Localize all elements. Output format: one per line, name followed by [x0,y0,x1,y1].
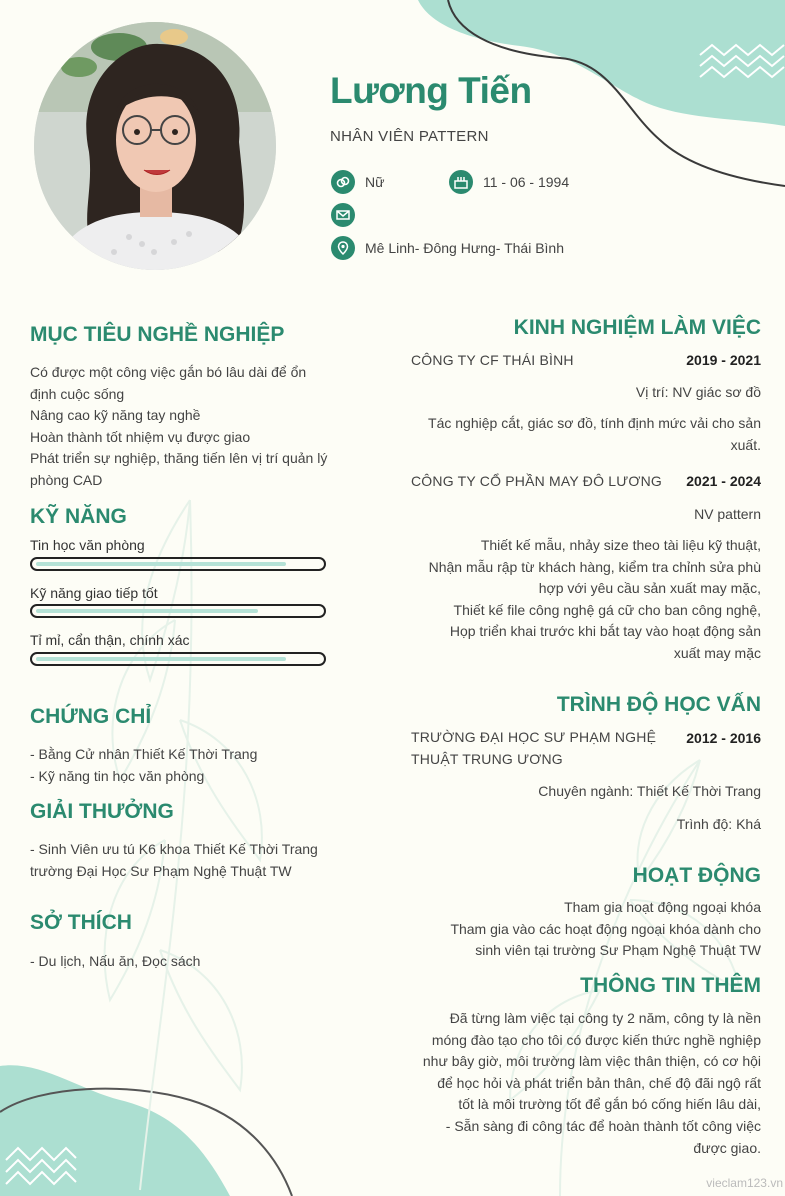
award-line: trường Đại Học Sư Phạm Nghệ Thuật TW [30,862,292,879]
skills-heading: KỸ NĂNG [30,505,127,528]
extra-line: móng đào tạo cho tôi có được kiến thức nghề nghiệp [431,1031,761,1048]
profile-photo [34,22,276,270]
site-watermark: vieclam123.vn [706,1176,783,1190]
skill-label: Tỉ mỉ, cẩn thận, chính xác [30,632,190,648]
activity-line: Tham gia hoạt động ngoại khóa [564,899,761,915]
skill-bar-fill [36,657,286,661]
objective-line: Nâng cao kỹ năng tay nghề [30,407,201,424]
job-line: xuất may mặc [673,644,761,661]
birthday-cake-icon [449,170,473,194]
awards-heading: GIẢI THƯỞNG [30,800,174,823]
extra-line: được giao. [693,1139,761,1156]
job-line: Họp triển khai trước khi bắt tay vào hoạt động sản [449,623,761,640]
certificate-line: - Bằng Cử nhân Thiết Kế Thời Trang [30,746,258,762]
education-major: Chuyên ngành: Thiết Kế Thời Trang [538,783,761,799]
job-line: Thiết kế file công nghệ gá cữ cho ban công nghệ, [453,601,761,618]
objective-line: định cuộc sống [30,385,125,402]
objective-heading: MỤC TIÊU NGHỀ NGHIỆP [30,323,285,346]
skill-label: Tin học văn phòng [30,537,145,553]
certificates-text [30,744,340,787]
hobbies-text [30,951,340,973]
objective-line: Phát triển sự nghiệp, thăng tiến lên vị trí quản lý [30,450,328,467]
objective-line: Hoàn thành tốt nhiệm vụ được giao [30,428,251,445]
certificate-line: - Kỹ năng tin học văn phòng [30,767,205,784]
extra-line: như bây giờ, môi trường làm việc thân thiện, có cơ hội [422,1053,761,1070]
job-description [429,535,761,665]
skill-bar [30,557,326,571]
extra-line: Đã từng làm việc tại công ty 2 năm, công ty là nền [449,1010,761,1026]
education-level: Trình độ: Khá [676,816,761,832]
skill-bar-fill [36,609,258,613]
activities-text [450,897,761,962]
education-heading: TRÌNH ĐỘ HỌC VẤN [556,693,761,716]
activity-line: Tham gia vào các hoạt động ngoại khóa dành cho [450,920,761,937]
skill-label: Kỹ năng giao tiếp tốt [30,585,158,601]
activities-heading: HOẠT ĐỘNG [632,864,761,887]
extra-line: - Sẵn sàng đi công tác để hoàn thành tốt công việc [445,1117,761,1134]
address-value: Mê Linh- Đông Hưng- Thái Bình [365,240,564,256]
school-line: THUẬT TRUNG ƯƠNG [411,750,563,767]
gender-icon [331,170,355,194]
skill-bar [30,604,326,618]
certificates-heading: CHỨNG CHỈ [30,705,152,728]
job-line: xuất. [730,436,761,453]
skill-bar [30,652,326,666]
objective-text [30,362,340,492]
candidate-name: Lương Tiến [330,70,532,111]
objective-line: phòng CAD [30,471,103,488]
job-line: Thiết kế mẫu, nhảy size theo tài liệu kỹ thuật, [480,537,761,553]
extra-info-heading: THÔNG TIN THÊM [580,974,761,997]
extra-line: để học hỏi và phát triển bản thân, chế độ đãi ngộ rất [437,1074,761,1091]
location-pin-icon [331,236,355,260]
gender-value: Nữ [365,174,385,190]
email-icon [331,203,355,227]
activity-line: sinh viên tại trường Sư Phạm Nghệ Thuật TW [475,942,761,959]
award-line: - Sinh Viên ưu tú K6 khoa Thiết Kế Thời Trang [30,841,318,857]
job-line: Tác nghiệp cắt, giác sơ đồ, tính định mức vải cho sản [428,415,761,431]
objective-line: Có được một công việc gắn bó lâu dài để ổn [30,364,307,380]
extra-line: tốt là môi trường tốt để gắn bó cống hiến lâu dài, [458,1096,761,1113]
experience-heading: KINH NGHIỆM LÀM VIỆC [513,316,761,339]
company-name: CÔNG TY CỔ PHẦN MAY ĐÔ LƯƠNG [411,473,663,489]
hobbies-heading: SỞ THÍCH [30,911,132,934]
job-title: NHÂN VIÊN PATTERN [330,128,489,145]
awards-text [30,839,340,882]
job-years: 2021 - 2024 [686,473,761,489]
education-years: 2012 - 2016 [686,730,761,746]
job-description [428,413,761,456]
school-name [411,727,656,770]
job-position: NV pattern [694,506,761,522]
hobby-line: - Du lịch, Nấu ăn, Đọc sách [30,953,201,969]
job-line: Nhận mẫu rập từ khách hàng, kiểm tra chỉnh sửa phù [428,558,761,575]
company-name: CÔNG TY CF THÁI BÌNH [411,352,574,368]
job-line: hợp với yêu cầu sản xuất may mặc, [538,580,761,597]
job-position: Vị trí: NV giác sơ đồ [635,384,761,400]
skill-bar-fill [36,562,286,566]
job-years: 2019 - 2021 [686,352,761,368]
school-line: TRƯỜNG ĐẠI HỌC SƯ PHẠM NGHỆ [411,729,657,745]
birthday-value: 11 - 06 - 1994 [483,174,570,190]
extra-info-text [423,1008,761,1159]
